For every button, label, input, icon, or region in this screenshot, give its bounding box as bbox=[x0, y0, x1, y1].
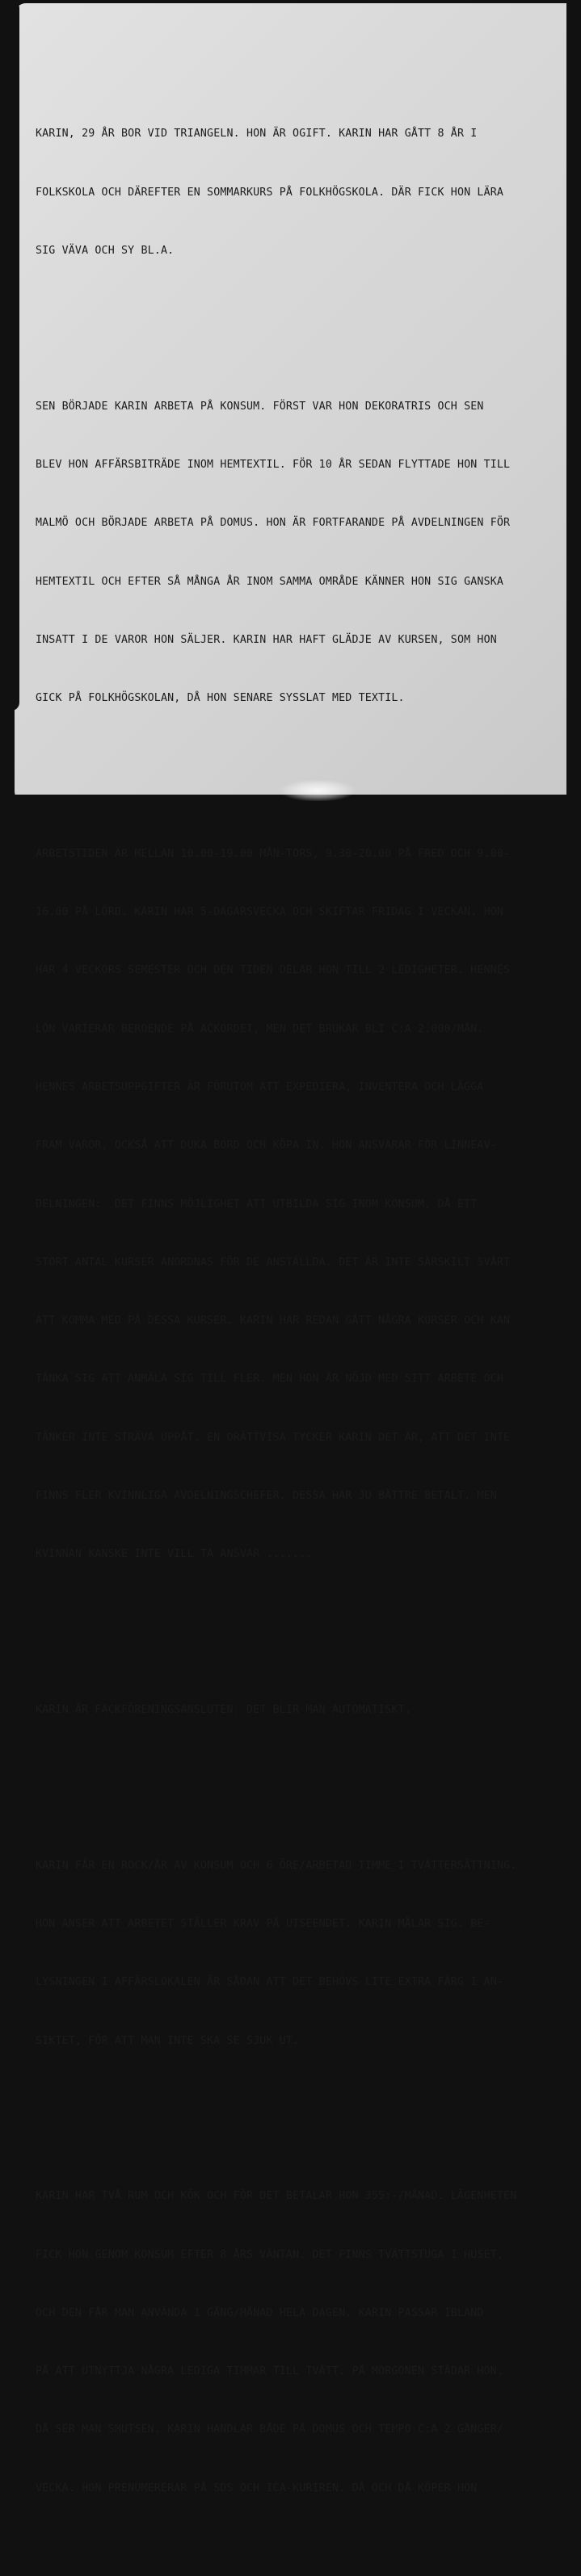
typewritten-text bbox=[36, 47, 553, 2576]
text-line: HAR 4 VECKORS SEMESTER OCH DEN TIDEN DELAR HON TILL 2 LEDIGHETER. HENNES bbox=[36, 964, 511, 977]
paragraph-appearance bbox=[36, 1818, 553, 2090]
paragraph-housing bbox=[36, 2148, 553, 2537]
text-line: TÄNKA SIG ATT ANMÄLA SIG TILL FLER. MEN HON ÄR NÖJD MED SITT ARBETE OCH bbox=[36, 1373, 504, 1386]
text-line: FINNS FLER KVINNLIGA AVDELNINGSCHEFER. DESSA HAR JU BÄTTRE BETALT. MEN bbox=[36, 1489, 497, 1502]
text-line: SIKTET, FÖR ATT MAN INTE SKA SE SJUK UT. bbox=[36, 2034, 300, 2047]
paragraph-working-hours bbox=[36, 806, 553, 1604]
text-line: GICK PÅ FOLKHÖGSKOLAN, DÅ HON SENARE SYSSLAT MED TEXTIL. bbox=[36, 692, 405, 705]
text-line: DELNINGEN: DET FINNS MÖJLIGHET ATT UTBILDA SIG INOM KONSUM, DÅ ETT bbox=[36, 1198, 478, 1210]
text-line: KVINNAN KANSKE INTE VILL TA ANSVAR ....... bbox=[36, 1548, 313, 1561]
text-line: MALMÖ OCH BÖRJADE ARBETA PÅ DOMUS. HON ÄR FORTFARANDE PÅ AVDELNINGEN FÖR bbox=[36, 517, 511, 530]
text-line: ARBETSTIDEN ÄR MELLAN 10.00-19.00 MÅN-TORS, 9.30-20.00 PÅ FRED OCH 9.00- bbox=[36, 847, 511, 860]
paragraph-union bbox=[36, 1662, 553, 1759]
text-line: DÅ SER MAN SMUTSEN. KARIN HANDLAR BÅDE PÅ DOMUS OCH TEMPO C:A 2 GÅNGER/ bbox=[36, 2423, 504, 2436]
text-line: INSATT I DE VAROR HON SÄLJER. KARIN HAR HAFT GLÄDJE AV KURSEN, SOM HON bbox=[36, 633, 497, 646]
text-line: VECKA. HON PRENUMERERAR PÅ SDS OCH ICA-KURIREN. DÅ OCH DÅ KÖPER HON bbox=[36, 2482, 478, 2494]
text-line: KARIN HAR TVÅ RUM OCH KÖK OCH FÖR DET BETALAR HON 355:-/MÅNAD. LÄGENHETEN bbox=[36, 2190, 517, 2203]
text-line: SEN BÖRJADE KARIN ARBETA PÅ KONSUM. FÖRST VAR HON DEKORATRIS OCH SEN bbox=[36, 400, 484, 413]
text-line: KARIN, 29 ÅR BOR VID TRIANGELN. HON ÄR OGIFT. KARIN HAR GÅTT 8 ÅR I bbox=[36, 128, 478, 141]
text-line: STORT ANTAL KURSER ANORDNAS FÖR DE ANSTÄLLDA. DET ÄR INTE SÄRSKILT SVÅRT bbox=[36, 1256, 511, 1269]
text-line: TÄNKER INTE STRÄVA UPPÅT. EN ORÄTTVISA TYCKER KARIN DET ÄR, ATT DET INTE bbox=[36, 1431, 511, 1444]
text-line: FOLKSKOLA OCH DÄREFTER EN SOMMARKURS PÅ FOLKHÖGSKOLA. DÄR FICK HON LÄRA bbox=[36, 186, 504, 199]
text-line: KARIN FÅR EN ROCK/ÅR AV KONSUM OCH 6 ÖRE/ARBETAD TIMME I TVÄTTERSÄTTNING. bbox=[36, 1859, 517, 1872]
text-line: LYSNINGEN I AFFÄRSLOKALEN ÄR SÅDAN ATT DET BEHÖVS LITE EXTRA FÄRG I AN- bbox=[36, 1976, 504, 1989]
text-line: HENNES ARBETSUPPGIFTER ÄR FÖRUTOM ATT EXPEDIERA, INVENTERA OCH LÄGGA bbox=[36, 1080, 484, 1093]
text-line: OCH DEN FÅR MAN ANVÄNDA 1 GÅNG/MÅNAD HELA DAGEN. KARIN PASSAR IBLAND bbox=[36, 2306, 484, 2319]
film-edge-left bbox=[0, 0, 19, 711]
text-line: ATT KOMMA MED PÅ DESSA KURSER. KARIN HAR REDAN GÅTT NÅGRA KURSER OCH KAN bbox=[36, 1315, 511, 1328]
text-line: FICK HON GENOM KONSUM EFTER 8 ÅRS VÄNTAN. DET FINNS TVÄTTSTUGA I HUSET, bbox=[36, 2248, 504, 2261]
text-line: BLEV HON AFFÄRSBITRÄDE INOM HEMTEXTIL. FÖR 10 ÅR SEDAN FLYTTADE HON TILL bbox=[36, 458, 511, 471]
paragraph-intro bbox=[36, 86, 553, 300]
text-line: HEMTEXTIL OCH EFTER SÅ MÅNGA ÅR INOM SAMMA OMRÅDE KÄNNER HON SIG GANSKA bbox=[36, 575, 504, 588]
text-line: 16.00 PÅ LÖRD. KARIN HAR 5-DAGARSVECKA OCH SKIFTAR FRIDAG I VECKAN. HON bbox=[36, 906, 504, 919]
text-line: SIG VÄVA OCH SY BL.A. bbox=[36, 244, 175, 257]
text-line: HON ANSER ATT ARBETET STÄLLER KRAV PÅ UTSEENDET. KARIN MÅLAR SIG. BE- bbox=[36, 1918, 490, 1930]
text-line: PÅ ATT UTNYTTJA NÅGRA LEDIGA TIMMAR TILL TVÄTT. PÅ MORGONEN STÄDAR HON. bbox=[36, 2365, 504, 2378]
text-line: KARIN ÄR FACKFÖRENINGSANSLUTEN. DET BLIR MAN AUTOMATISKT. bbox=[36, 1703, 411, 1716]
paragraph-career bbox=[36, 359, 553, 748]
text-line: LÖN VARIERAR BEROENDE PÅ ACKORDET, MEN DET BRUKAR BLI C:A 2.000/MÅN. bbox=[36, 1022, 484, 1035]
text-line: FRAM VAROR, OCKSÅ ATT DUKA BORD OCH KÖPA IN. HON ANSVARAR FÖR LINNEAV- bbox=[36, 1139, 497, 1152]
